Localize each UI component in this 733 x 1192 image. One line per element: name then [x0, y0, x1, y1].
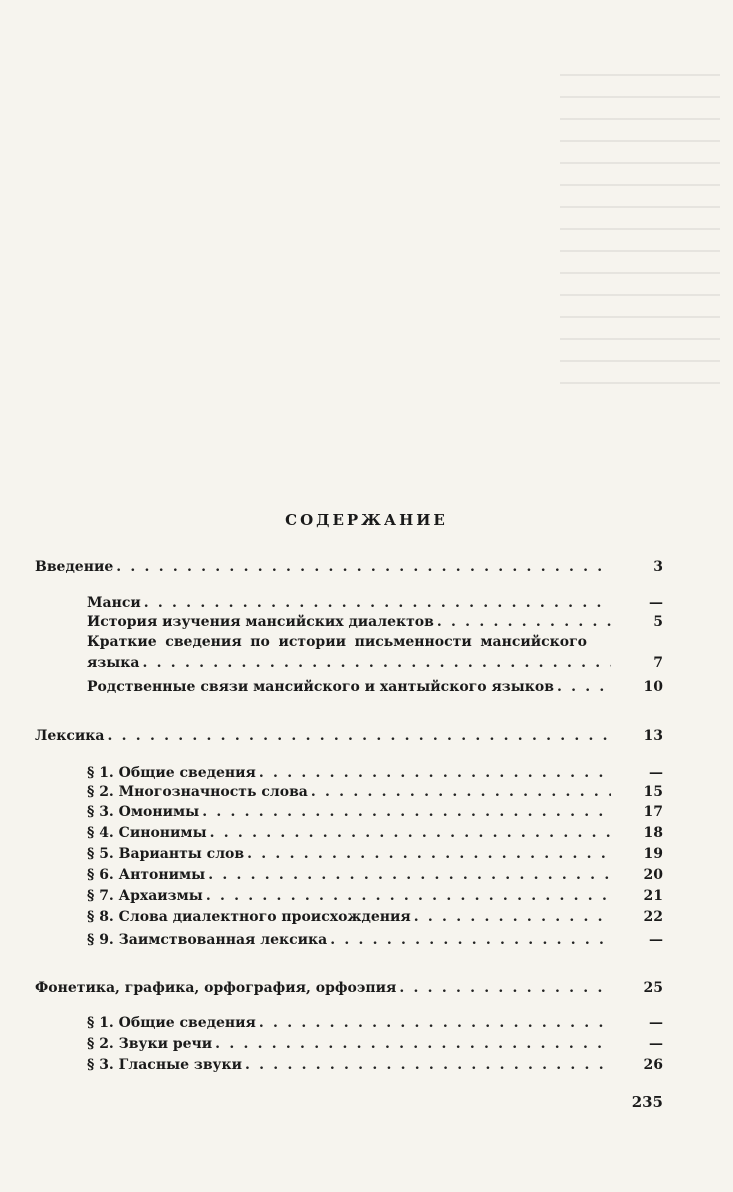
leader-dots	[330, 930, 611, 950]
leader-dots	[202, 802, 611, 822]
leader-dots	[206, 886, 611, 906]
toc-entry-page: 10	[643, 679, 663, 695]
toc-entry-label: § 2. Многозначность слова	[87, 784, 308, 800]
toc-entry-lexicon[interactable]	[35, 726, 663, 746]
leader-dots	[247, 844, 611, 864]
toc-entry-page: —	[649, 1036, 663, 1052]
toc-entry-page: —	[649, 1015, 663, 1031]
toc-entry-label: Лексика	[35, 728, 105, 744]
toc-entry-phon-2[interactable]	[87, 1034, 663, 1054]
toc-entry-lex-4[interactable]	[87, 823, 663, 843]
toc-entry-lex-8[interactable]	[87, 907, 663, 927]
toc-entry-page: —	[649, 932, 663, 948]
toc-entry-label: § 7. Архаизмы	[87, 888, 203, 904]
toc-entry-page: 25	[643, 980, 663, 996]
leader-dots	[437, 612, 611, 632]
leader-dots	[208, 865, 611, 885]
toc-entry-label: § 8. Слова диалектного происхождения	[87, 909, 411, 925]
toc-entry-page: —	[649, 765, 663, 781]
toc-entry-label: § 3. Омонимы	[87, 804, 200, 820]
leader-dots	[116, 557, 611, 577]
leader-dots	[259, 1013, 611, 1033]
toc-entry-page: 19	[643, 846, 663, 862]
leader-dots	[210, 823, 611, 843]
toc-entry-label: История изучения мансийских диалектов	[87, 614, 434, 630]
toc-entry-lex-9[interactable]	[87, 930, 663, 950]
toc-entry-label: § 1. Общие сведения	[87, 1015, 256, 1031]
toc-entry-page: 3	[653, 559, 663, 575]
leader-dots	[557, 677, 611, 697]
toc-entry-introduction[interactable]	[35, 557, 663, 577]
leader-dots	[143, 653, 612, 673]
leader-dots	[414, 907, 611, 927]
toc-entry-phon-1[interactable]	[87, 1013, 663, 1033]
toc-entry-page: 17	[643, 804, 663, 820]
leader-dots	[144, 593, 611, 613]
toc-entry-writing-history-line1[interactable]: Краткие сведения по истории письменности мансийского	[87, 634, 587, 650]
page-number: 235	[631, 1093, 663, 1111]
toc-entry-label: § 1. Общие сведения	[87, 765, 256, 781]
leader-dots	[245, 1055, 611, 1075]
toc-entry-mansi[interactable]	[87, 593, 663, 613]
toc-entry-label: языка	[87, 655, 140, 671]
toc-entry-dialect-history[interactable]	[87, 612, 663, 632]
leader-dots	[108, 726, 612, 746]
leader-dots	[311, 782, 611, 802]
toc-entry-page: 20	[643, 867, 663, 883]
toc-entry-page: 26	[643, 1057, 663, 1073]
leader-dots	[399, 978, 611, 998]
toc-entry-label: § 3. Гласные звуки	[87, 1057, 242, 1073]
toc-entry-page: 18	[643, 825, 663, 841]
toc-entry-label: § 9. Заимствованная лексика	[87, 932, 328, 948]
toc-entry-page: 21	[643, 888, 663, 904]
toc-entry-lex-3[interactable]	[87, 802, 663, 822]
toc-entry-lex-5[interactable]	[87, 844, 663, 864]
toc-entry-page: 22	[643, 909, 663, 925]
toc-entry-label: Введение	[35, 559, 114, 575]
toc-entry-lex-1[interactable]	[87, 763, 663, 783]
toc-entry-phonetics[interactable]	[35, 978, 663, 998]
toc-entry-page: 7	[653, 655, 663, 671]
show-through-texture	[560, 60, 720, 390]
toc-entry-phon-3[interactable]	[87, 1055, 663, 1075]
leader-dots	[215, 1034, 611, 1054]
toc-entry-label: § 5. Варианты слов	[87, 846, 245, 862]
toc-entry-label: § 2. Звуки речи	[87, 1036, 213, 1052]
toc-entry-page: 5	[653, 614, 663, 630]
toc-entry-page: —	[649, 595, 663, 611]
toc-entry-label: Фонетика, графика, орфография, орфоэпия	[35, 980, 397, 996]
toc-entry-label: Манси	[87, 595, 141, 611]
toc-entry-page: 13	[643, 728, 663, 744]
toc-title: СОДЕРЖАНИЕ	[285, 511, 448, 529]
toc-entry-lex-6[interactable]	[87, 865, 663, 885]
toc-entry-label: § 4. Синонимы	[87, 825, 207, 841]
leader-dots	[259, 763, 611, 783]
toc-entry-page: 15	[643, 784, 663, 800]
toc-entry-lex-2[interactable]	[87, 782, 663, 802]
toc-entry-kinship[interactable]	[87, 677, 663, 697]
toc-entry-lex-7[interactable]	[87, 886, 663, 906]
toc-entry-label: Родственные связи мансийского и хантыйского языков	[87, 679, 554, 695]
toc-entry-label: § 6. Антонимы	[87, 867, 206, 883]
toc-entry-writing-history[interactable]	[87, 653, 663, 673]
